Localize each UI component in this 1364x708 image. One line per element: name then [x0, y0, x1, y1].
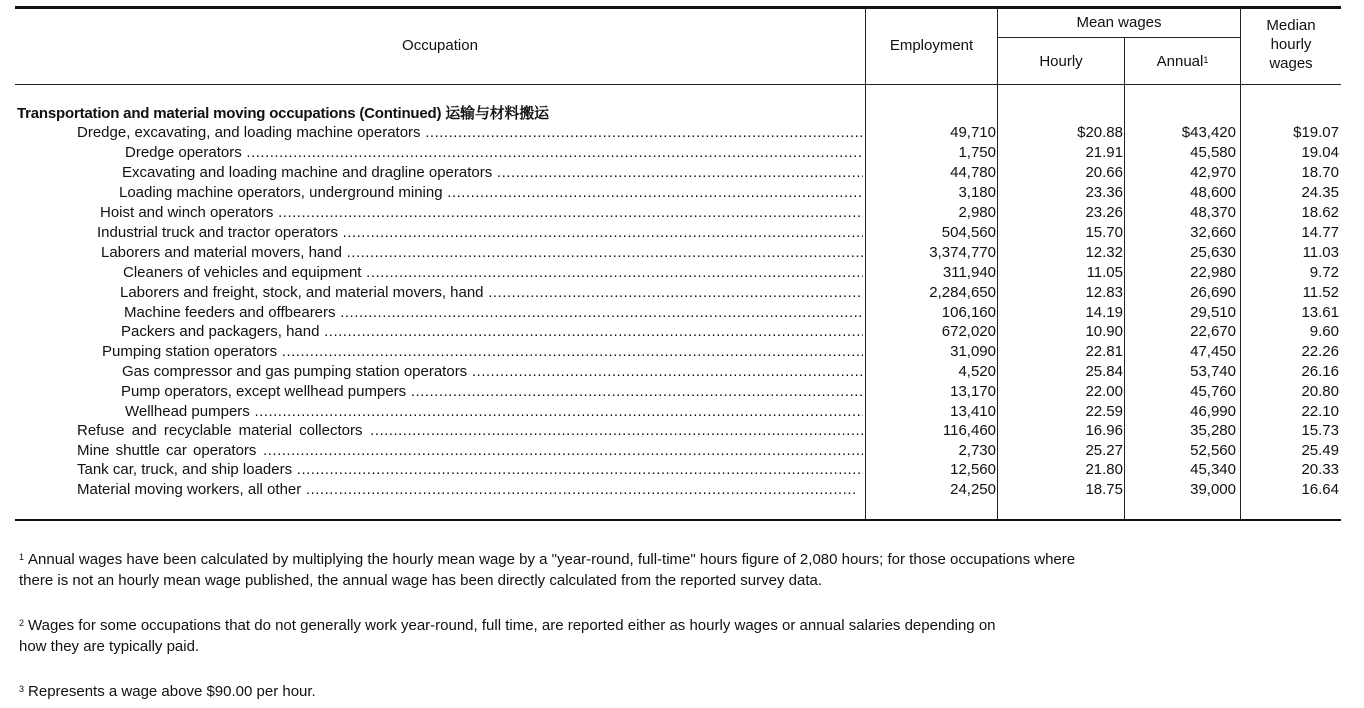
- row-label: Machine feeders and offbearers .....: [124, 303, 863, 323]
- row-employment: 2,730: [958, 442, 996, 459]
- row-employment: 2,980: [958, 204, 996, 221]
- row-hourly: $20.88: [1077, 124, 1123, 141]
- row-employment: 49,710: [950, 124, 996, 141]
- row-label: Pump operators, except wellhead pumpers .....: [121, 382, 863, 402]
- row-hourly: 25.27: [1085, 442, 1123, 459]
- footnote-3-mark: 3: [19, 684, 25, 694]
- row-annual: 46,990: [1190, 403, 1236, 420]
- row-label: Excavating and loading machine and dragline operators .....: [122, 163, 863, 183]
- row-median: 22.26: [1301, 343, 1339, 360]
- row-employment: 672,020: [941, 323, 996, 340]
- row-employment: 116,460: [942, 422, 996, 439]
- table-row: [0, 402, 1364, 422]
- table-row: [0, 303, 1364, 323]
- row-median: 9.60: [1309, 323, 1339, 340]
- header-employment: Employment: [889, 37, 974, 54]
- row-annual: 22,980: [1190, 264, 1236, 281]
- row-median: 20.80: [1301, 383, 1339, 400]
- table-row: [0, 123, 1364, 143]
- row-hourly: 16.96: [1085, 422, 1123, 439]
- header-annual-footnote-mark: 1: [1203, 55, 1209, 65]
- header-hourly: Hourly: [1039, 53, 1083, 70]
- row-employment: 44,780: [950, 164, 996, 181]
- row-median: 26.16: [1301, 363, 1339, 380]
- footnote-1-line1: [19, 549, 1219, 570]
- header-mean-wages: Mean wages: [1076, 14, 1162, 31]
- row-label: Wellhead pumpers .....: [125, 402, 863, 422]
- table-row: [0, 421, 1364, 441]
- row-label: Refuse and recyclable material collectors .....: [77, 421, 863, 441]
- row-employment: 2,284,650: [929, 284, 996, 301]
- row-median: 20.33: [1301, 461, 1339, 478]
- table-row: [0, 322, 1364, 342]
- row-hourly: 12.83: [1085, 284, 1123, 301]
- row-hourly: 23.36: [1085, 184, 1123, 201]
- row-annual: 29,510: [1190, 304, 1236, 321]
- row-label: Dredge, excavating, and loading machine operators .....: [77, 123, 863, 143]
- header-occupation: Occupation: [402, 37, 478, 54]
- row-median: 25.49: [1301, 442, 1339, 459]
- row-annual: 45,760: [1190, 383, 1236, 400]
- row-label: Packers and packagers, hand .....: [121, 322, 863, 342]
- row-hourly: 22.59: [1085, 403, 1123, 420]
- row-annual: 26,690: [1190, 284, 1236, 301]
- row-hourly: 22.81: [1085, 343, 1123, 360]
- row-label: Cleaners of vehicles and equipment .....: [123, 263, 863, 283]
- row-hourly: 14.19: [1085, 304, 1123, 321]
- header-annual: [1125, 52, 1240, 71]
- footnote-2-line1: [19, 615, 1219, 636]
- row-label: Laborers and material movers, hand .....: [101, 243, 863, 263]
- row-employment: 12,560: [950, 461, 996, 478]
- row-annual: 48,600: [1190, 184, 1236, 201]
- row-employment: 106,160: [941, 304, 996, 321]
- header-median: [1241, 16, 1341, 73]
- row-annual: 42,970: [1190, 164, 1236, 181]
- footnote-2: [19, 615, 1219, 657]
- table-row: [0, 243, 1364, 263]
- mean-wages-underline: [998, 37, 1240, 38]
- table-row: [0, 460, 1364, 480]
- row-median: 16.64: [1301, 481, 1339, 498]
- row-hourly: 11.05: [1086, 264, 1123, 281]
- table-row: [0, 362, 1364, 382]
- row-annual: 52,560: [1190, 442, 1236, 459]
- header-median-line3: wages: [1269, 55, 1313, 72]
- row-employment: 13,410: [950, 403, 996, 420]
- row-label: Industrial truck and tractor operators .....: [97, 223, 863, 243]
- row-hourly: 10.90: [1085, 323, 1123, 340]
- row-median: 18.62: [1301, 204, 1339, 221]
- row-employment: 311,940: [942, 264, 996, 281]
- table-row: [0, 183, 1364, 203]
- table-row: [0, 283, 1364, 303]
- row-label: Tank car, truck, and ship loaders .....: [77, 460, 863, 480]
- header-bottom-rule: [15, 84, 1341, 85]
- row-hourly: 25.84: [1085, 363, 1123, 380]
- header-annual-label: Annual: [1156, 53, 1204, 70]
- footnote-1-line2: there is not an hourly mean wage published, the annual wage has been directly calculated from the reported survey data.: [19, 572, 822, 589]
- footnote-3-text-1: Represents a wage above $90.00 per hour.: [28, 683, 316, 700]
- row-annual: 25,630: [1190, 244, 1236, 261]
- row-median: 15.73: [1301, 422, 1339, 439]
- row-median: 11.52: [1302, 284, 1339, 301]
- row-median: $19.07: [1293, 124, 1339, 141]
- table-bottom-rule: [15, 519, 1341, 521]
- row-median: 14.77: [1301, 224, 1339, 241]
- row-employment: 4,520: [958, 363, 996, 380]
- row-median: 13.61: [1301, 304, 1339, 321]
- row-annual: 35,280: [1190, 422, 1236, 439]
- row-median: 18.70: [1301, 164, 1339, 181]
- table-row: [0, 143, 1364, 163]
- row-hourly: 22.00: [1085, 383, 1123, 400]
- row-label: Hoist and winch operators .....: [100, 203, 863, 223]
- row-annual: 53,740: [1190, 363, 1236, 380]
- row-employment: 504,560: [941, 224, 996, 241]
- row-median: 22.10: [1301, 403, 1339, 420]
- row-hourly: 23.26: [1085, 204, 1123, 221]
- row-label: Pumping station operators .....: [102, 342, 863, 362]
- row-label: Material moving workers, all other .....: [77, 480, 857, 500]
- footnote-3: [19, 681, 1219, 702]
- row-employment: 31,090: [950, 343, 996, 360]
- row-annual: 45,580: [1190, 144, 1236, 161]
- row-label: Gas compressor and gas pumping station operators .....: [122, 362, 863, 382]
- row-median: 9.72: [1309, 264, 1339, 281]
- row-hourly: 21.80: [1085, 461, 1123, 478]
- row-label: Laborers and freight, stock, and material movers, hand .....: [120, 283, 863, 303]
- row-hourly: 18.75: [1085, 481, 1123, 498]
- row-label: Dredge operators .....: [125, 143, 863, 163]
- row-median: 19.04: [1301, 144, 1339, 161]
- header-median-line2: hourly: [1270, 36, 1312, 53]
- row-label: Mine shuttle car operators .....: [77, 441, 863, 461]
- table-row: [0, 441, 1364, 461]
- footnote-3-line1: [19, 681, 1219, 702]
- row-annual: 32,660: [1190, 224, 1236, 241]
- row-hourly: 15.70: [1085, 224, 1123, 241]
- table-row: [0, 480, 1364, 500]
- header-median-line1: Median: [1266, 17, 1316, 34]
- table-row: [0, 382, 1364, 402]
- row-hourly: 20.66: [1085, 164, 1123, 181]
- row-median: 24.35: [1301, 184, 1339, 201]
- row-employment: 3,180: [958, 184, 996, 201]
- row-hourly: 21.91: [1085, 144, 1123, 161]
- row-annual: 47,450: [1190, 343, 1236, 360]
- table-row: [0, 342, 1364, 362]
- footnote-1-text-1: Annual wages have been calculated by multiplying the hourly mean wage by a "year-round, full-time" hours figure of 2,080 hours; for those occupations where: [28, 551, 1076, 568]
- footnote-2-line2: how they are typically paid.: [19, 638, 200, 655]
- row-annual: 39,000: [1190, 481, 1236, 498]
- footnote-1: [19, 549, 1219, 591]
- row-annual: 48,370: [1190, 204, 1236, 221]
- footnote-2-mark: 2: [19, 618, 25, 628]
- table-row: [0, 263, 1364, 283]
- row-annual: 22,670: [1190, 323, 1236, 340]
- row-annual: 45,340: [1190, 461, 1236, 478]
- section-title: Transportation and material moving occupations (Continued) 运输与材料搬运: [17, 105, 549, 122]
- row-employment: 1,750: [958, 144, 996, 161]
- row-employment: 13,170: [950, 383, 996, 400]
- row-employment: 24,250: [950, 481, 996, 498]
- table-row: [0, 223, 1364, 243]
- table-row: [0, 203, 1364, 223]
- table-top-rule: [15, 6, 1341, 9]
- row-label: Loading machine operators, underground mining .....: [119, 183, 863, 203]
- row-hourly: 12.32: [1085, 244, 1123, 261]
- table-row: [0, 163, 1364, 183]
- footnote-2-text-1: Wages for some occupations that do not generally work year-round, full time, are reported either as hourly wages or annual salaries depending on: [28, 617, 996, 634]
- row-median: 11.03: [1302, 244, 1339, 261]
- row-annual: $43,420: [1181, 124, 1236, 141]
- row-employment: 3,374,770: [929, 244, 996, 261]
- footnote-1-mark: 1: [19, 552, 25, 562]
